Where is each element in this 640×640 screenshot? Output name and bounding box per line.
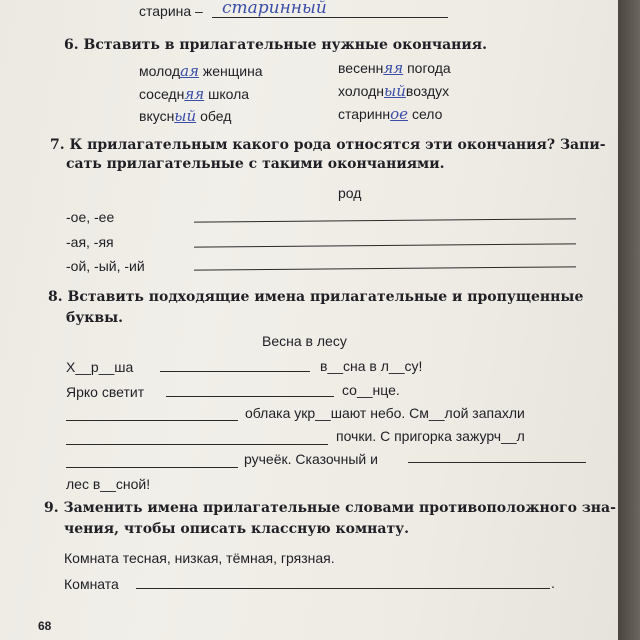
task6-item-1: молодая женщина (139, 62, 263, 80)
task6-item-4: холодныйвоздух (338, 82, 450, 100)
task6-answer-5: ый (174, 107, 197, 125)
task8-l3: облака укр__шают небо. См__лой запахли (245, 405, 525, 421)
task7-column-header: род (338, 185, 362, 201)
task7-row-1: -ое, -ее (66, 209, 115, 225)
task6-answer-4: ый (384, 82, 406, 100)
task8-l2a: Ярко светит (66, 384, 145, 400)
task6-answer-3: яя (184, 85, 205, 103)
task8-line1: 8. Вставить подходящие имена прилагательные и пропущенные (48, 289, 584, 305)
task8-subtitle: Весна в лесу (262, 333, 347, 349)
task8-blank-3 (66, 420, 238, 421)
task7-line1: 7. К прилагательным какого рода относятся эти окончания? Запи- (50, 137, 606, 153)
task9-prompt: Комната (64, 576, 119, 592)
task7-row-3: -ой, -ый, -ий (66, 258, 145, 274)
top-label: старина – (139, 3, 203, 19)
task8-line2: буквы. (66, 310, 124, 326)
task6-item-3: соседняя школа (139, 85, 250, 103)
task6-answer-6: ое (390, 105, 409, 123)
task8-blank-2 (166, 396, 334, 397)
task8-blank-6 (408, 462, 586, 463)
task8-l4: почки. С пригорка зажурч__л (336, 428, 525, 444)
task6-item-2: весенняя погода (338, 59, 451, 77)
task9-given: Комната тесная, низкая, тёмная, грязная. (64, 550, 335, 566)
task8-blank-4 (66, 444, 328, 445)
task6-answer-1: ая (180, 62, 199, 80)
task8-l2b: со__нце. (342, 382, 400, 398)
task6-item-6: старинное село (338, 105, 443, 123)
task8-blank-1 (160, 371, 310, 372)
task7-row-2: -ая, -яя (66, 234, 114, 250)
task6-title: 6. Вставить в прилагательные нужные окончания. (64, 37, 487, 53)
page-number: 68 (38, 619, 52, 633)
task8-blank-5 (66, 467, 238, 468)
task9-answer-line (136, 588, 550, 589)
task7-line-3 (194, 266, 576, 270)
task9-line1: 9. Заменить имена прилагательные словами противоположного зна- (44, 500, 616, 516)
task6-answer-2: яя (383, 59, 404, 77)
top-answer: старинный (222, 0, 327, 18)
task6-item-5: вкусный обед (139, 107, 232, 125)
task7-line2: сать прилагательные с такими окончаниями. (66, 156, 445, 172)
task9-dot: . (551, 575, 555, 591)
top-answer-line (212, 17, 448, 18)
task7-line-1 (194, 218, 576, 222)
background-edge (618, 0, 640, 640)
task8-l1b: в__сна в л__су! (320, 358, 423, 374)
task9-line2: чения, чтобы описать классную комнату. (64, 521, 409, 537)
task8-l6: лес в__сной! (66, 476, 151, 492)
task8-l1a: Х__р__ша (66, 359, 134, 375)
task8-l5a: ручеёк. Сказочный и (244, 451, 378, 467)
task7-line-2 (194, 243, 576, 247)
